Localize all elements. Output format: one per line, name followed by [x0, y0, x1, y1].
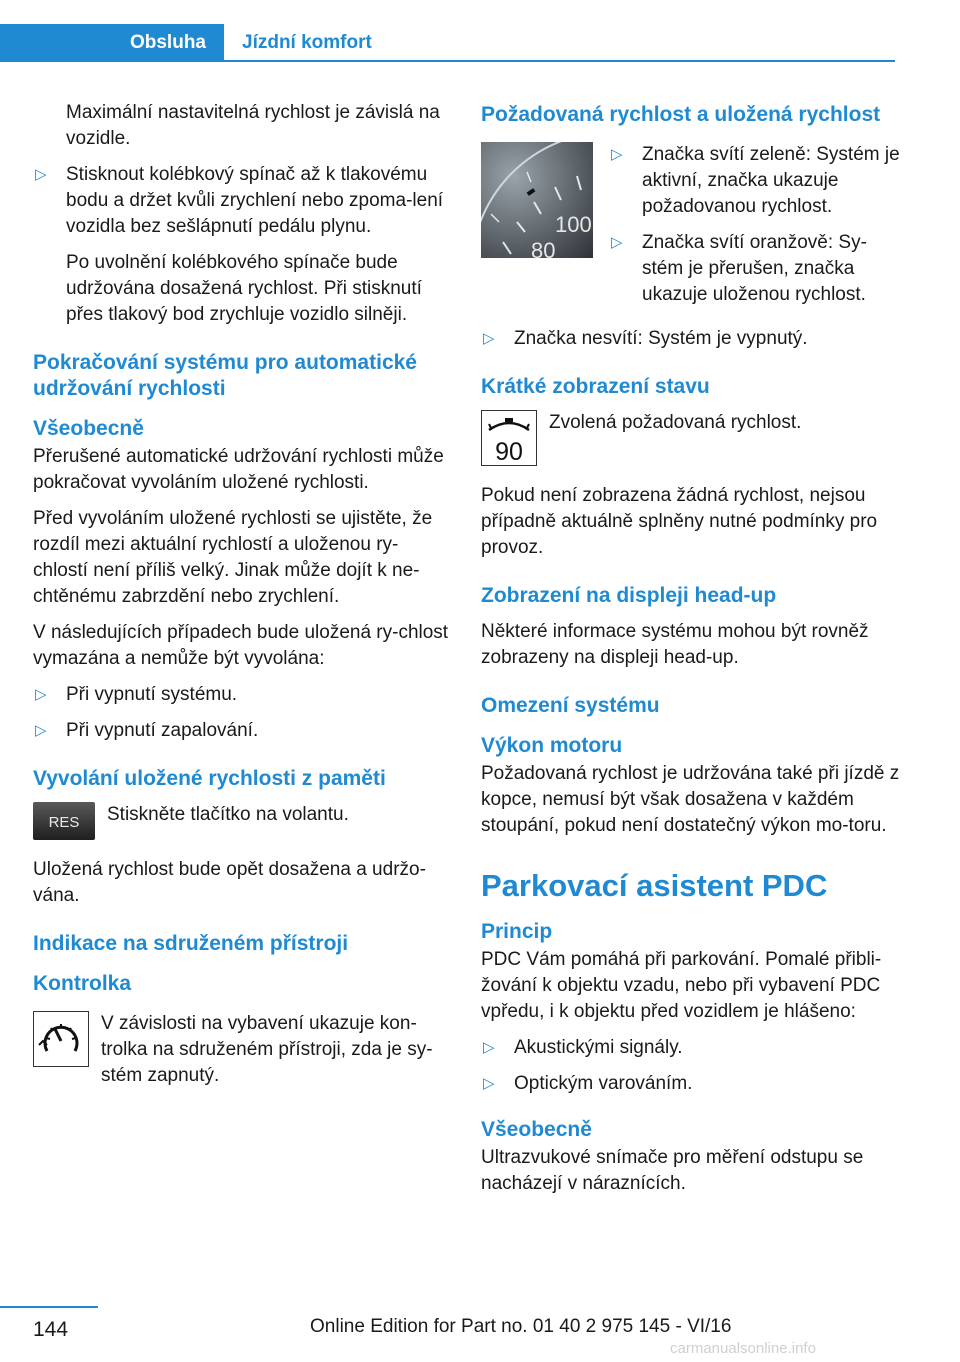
bullet-text: Optickým varováním. — [514, 1073, 693, 1094]
res-row — [33, 802, 453, 845]
cruise-control-icon — [33, 1011, 89, 1089]
left-column — [33, 100, 453, 1101]
triangle-bullet-icon: ▷ — [483, 1039, 495, 1056]
heading-continue: Pokračování systému pro automatické udržování rychlosti — [33, 351, 417, 400]
lamp-row — [33, 1011, 453, 1089]
list-item — [481, 326, 901, 352]
heading-short: Krátké zobrazení stavu — [481, 375, 710, 398]
heading-engine: Výkon motoru — [481, 734, 623, 757]
heading-recall: Vyvolání uložené rychlosti z paměti — [33, 767, 386, 790]
heading-principle: Princip — [481, 920, 553, 943]
header-tabbar — [0, 24, 895, 62]
speed-status-value: 90 — [495, 438, 523, 466]
paragraph: Přerušené automatické udržování rychlosti může pokračovat vyvoláním uložené rychlosti. — [33, 446, 444, 493]
paragraph: PDC Vám pomáhá při parkování. Pomalé přibli-žování k objektu vzadu, nebo při vybavení PDC vpředu, i k objektu před vozidlem je hlášeno: — [481, 949, 882, 1022]
heading-general: Všeobecně — [33, 417, 144, 440]
paragraph: Požadovaná rychlost je udržována také při jízdě z kopce, nemusí být však dosažena v každém stoupání, pokud není dostatečný výkon mo-toru. — [481, 763, 900, 836]
bullet-text: Značka nesvítí: Systém je vypnutý. — [514, 328, 808, 349]
bullet-text: Akustickými signály. — [514, 1037, 683, 1058]
tab-obsluha[interactable]: Obsluha — [0, 24, 224, 62]
watermark: carmanualsonline.info — [670, 1340, 816, 1357]
footer-rule — [0, 1306, 98, 1308]
speedometer-image — [481, 142, 593, 258]
list-item — [609, 142, 901, 220]
bullet-text: Při vypnutí systému. — [66, 684, 238, 705]
mark-list — [609, 142, 901, 318]
bullet-text-continued: Po uvolnění kolébkového spínače bude udržována dosažená rychlost. Při stisknutí přes tlakový bod zrychluje vozidlo silněji. — [66, 252, 422, 325]
triangle-bullet-icon: ▷ — [35, 722, 47, 739]
heading-desired: Požadovaná rychlost a uložená rychlost — [481, 103, 881, 126]
heading-general-2: Všeobecně — [481, 1118, 592, 1141]
paragraph: V následujících případech bude uložená ry-chlost vymazána a nemůže být vyvolána: — [33, 622, 449, 669]
gauge-label-80: 80 — [531, 238, 556, 258]
tab-jizdni-komfort[interactable]: Jízdní komfort — [242, 32, 372, 53]
heading-pdc: Parkovací asistent PDC — [481, 868, 828, 903]
right-column — [481, 100, 901, 1207]
list-item — [33, 718, 453, 744]
bullet-text: Stisknout kolébkový spínač až k tlakovému bodu a držet kvůli zrychlení nebo zpoma-lení vozidla bez sešlápnutí pedálu plynu. — [66, 164, 444, 237]
gauge-row — [481, 142, 901, 318]
triangle-bullet-icon: ▷ — [611, 146, 623, 163]
list-item — [33, 682, 453, 708]
heading-lamp: Kontrolka — [33, 972, 132, 995]
heading-indication: Indikace na sdruženém přístroji — [33, 932, 349, 955]
list-item — [481, 1035, 901, 1061]
list-item — [609, 230, 901, 308]
lamp-text: V závislosti na vybavení ukazuje kon-trolka na sdruženém přístroji, zda je sy-stém zapnutý. — [101, 1013, 433, 1086]
triangle-bullet-icon: ▷ — [483, 330, 495, 347]
gauge-label-100: 100 — [555, 212, 592, 237]
paragraph: Ultrazvukové snímače pro měření odstupu se nacházejí v náraznících. — [481, 1147, 864, 1194]
short-text: Zvolená požadovaná rychlost. — [549, 412, 802, 433]
list-item — [33, 162, 453, 328]
edition-label: Online Edition for Part no. 01 40 2 975 145 - VI/16 — [310, 1316, 732, 1337]
header-rule — [224, 60, 895, 62]
triangle-bullet-icon: ▷ — [483, 1075, 495, 1092]
paragraph: Uložená rychlost bude opět dosažena a udržo-vána. — [33, 859, 426, 906]
speed-status-icon — [481, 410, 537, 471]
short-row — [481, 410, 901, 471]
bullet-text: Při vypnutí zapalování. — [66, 720, 259, 741]
list-item — [481, 1071, 901, 1097]
triangle-bullet-icon: ▷ — [35, 166, 47, 183]
res-text: Stiskněte tlačítko na volantu. — [107, 804, 349, 825]
paragraph: Před vyvoláním uložené rychlosti se ujistěte, že rozdíl mezi aktuální rychlostí a uloženou ry-chlostí není příliš velký. Jinak může dojít k ne-chtěnému zabrzdění nebo zrychlení. — [33, 508, 433, 607]
res-button-icon — [33, 802, 95, 845]
triangle-bullet-icon: ▷ — [611, 234, 623, 251]
intro-paragraph: Maximální nastavitelná rychlost je závislá na vozidle. — [66, 102, 440, 149]
triangle-bullet-icon: ▷ — [35, 686, 47, 703]
bullet-text: Značka svítí zeleně: Systém je aktivní, značka ukazuje požadovanou rychlost. — [642, 144, 900, 217]
heading-limits: Omezení systému — [481, 694, 660, 717]
heading-hud: Zobrazení na displeji head-up — [481, 584, 777, 607]
paragraph: Pokud není zobrazena žádná rychlost, nejsou případně aktuálně splněny nutné podmínky pro provoz. — [481, 485, 878, 558]
paragraph: Některé informace systému mohou být rovněž zobrazeny na displeji head-up. — [481, 621, 869, 668]
page-number: 144 — [33, 1318, 69, 1341]
bullet-text: Značka svítí oranžově: Sy-stém je přerušen, značka ukazuje uloženou rychlost. — [642, 232, 867, 305]
res-label: RES — [48, 814, 80, 831]
